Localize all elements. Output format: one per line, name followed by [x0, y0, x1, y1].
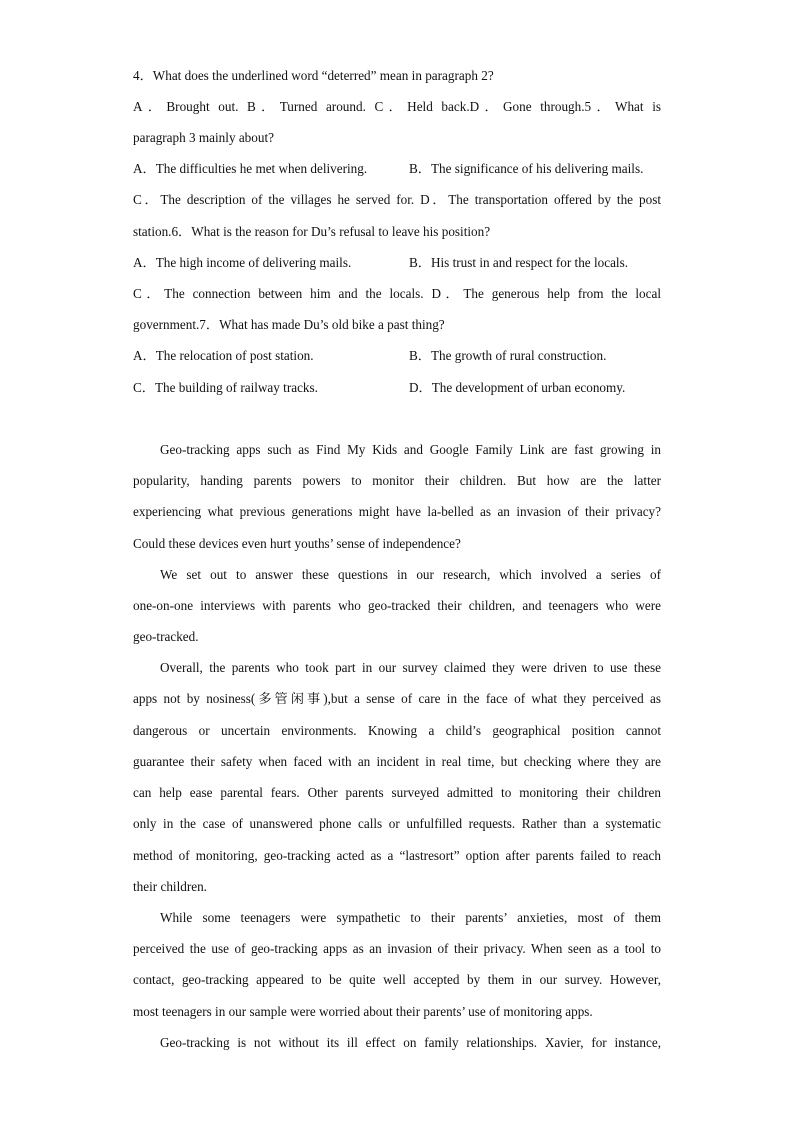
passage-line: geo-tracked. [133, 629, 199, 644]
question-5-option-b: B．The significance of his delivering mails. [409, 161, 644, 176]
passage-line: Could these devices even hurt youths’ sense of independence? [133, 536, 461, 551]
question-5-options-c-d: C．The description of the villages he served for. D．The transportation offered by the post [133, 192, 661, 207]
question-7-option-a: A．The relocation of post station. [133, 348, 314, 363]
passage-line: one-on-one interviews with parents who geo-tracked their children, and teenagers who were [133, 598, 661, 613]
passage-line: perceived the use of geo-tracking apps as an invasion of their privacy. When seen as a tool to [133, 941, 661, 956]
passage-line: most teenagers in our sample were worried about their parents’ use of monitoring apps. [133, 1004, 593, 1019]
passage-line: Geo-tracking is not without its ill effect on family relationships. Xavier, for instance, [160, 1035, 661, 1050]
question-7-option-c: C．The building of railway tracks. [133, 380, 318, 395]
question-4-stem: 4．What does the underlined word “deterred” mean in paragraph 2? [133, 68, 494, 83]
passage-line: their children. [133, 879, 207, 894]
question-7-option-b: B．The growth of rural construction. [409, 348, 607, 363]
passage-line: method of monitoring, geo-tracking acted as a “lastresort” option after parents failed to reach [133, 848, 661, 863]
passage-line: popularity, handing parents powers to monitor their children. But how are the latter [133, 473, 661, 488]
passage-line: Geo-tracking apps such as Find My Kids and Google Family Link are fast growing in [160, 442, 661, 457]
question-6-options-c-d: C．The connection between him and the locals. D．The generous help from the local [133, 286, 661, 301]
question-5-stem: paragraph 3 mainly about? [133, 130, 274, 145]
question-6-option-a: A．The high income of delivering mails. [133, 255, 352, 270]
question-4-options: A．Brought out. B．Turned around. C．Held back.D．Gone through.5．What is [133, 99, 661, 114]
passage-line: Overall, the parents who took part in our survey claimed they were driven to use these [160, 660, 661, 675]
question-7-stem: government.7．What has made Du’s old bike a past thing? [133, 317, 445, 332]
passage-line: experiencing what previous generations might have la-belled as an invasion of their privacy? [133, 504, 661, 519]
passage-line: apps not by nosiness(多管闲事),but a sense of care in the face of what they perceived as [133, 691, 661, 706]
passage-line: dangerous or uncertain environments. Knowing a child’s geographical position cannot [133, 723, 661, 738]
passage-line: contact, geo-tracking appeared to be quite well accepted by them in our survey. However, [133, 972, 661, 987]
question-7-option-d: D．The development of urban economy. [409, 380, 626, 395]
question-6-option-b: B．His trust in and respect for the locals. [409, 255, 629, 270]
passage-line: While some teenagers were sympathetic to their parents’ anxieties, most of them [160, 910, 661, 925]
passage-line: We set out to answer these questions in our research, which involved a series of [160, 567, 661, 582]
question-6-stem: station.6．What is the reason for Du’s refusal to leave his position? [133, 224, 491, 239]
passage-line: can help ease parental fears. Other parents surveyed admitted to monitoring their children [133, 785, 661, 800]
question-5-option-a: A．The difficulties he met when delivering. [133, 161, 368, 176]
passage-line: only in the case of unanswered phone calls or unfulfilled requests. Rather than a systematic [133, 816, 661, 831]
passage-line: guarantee their safety when faced with an incident in real time, but checking where they are [133, 754, 661, 769]
